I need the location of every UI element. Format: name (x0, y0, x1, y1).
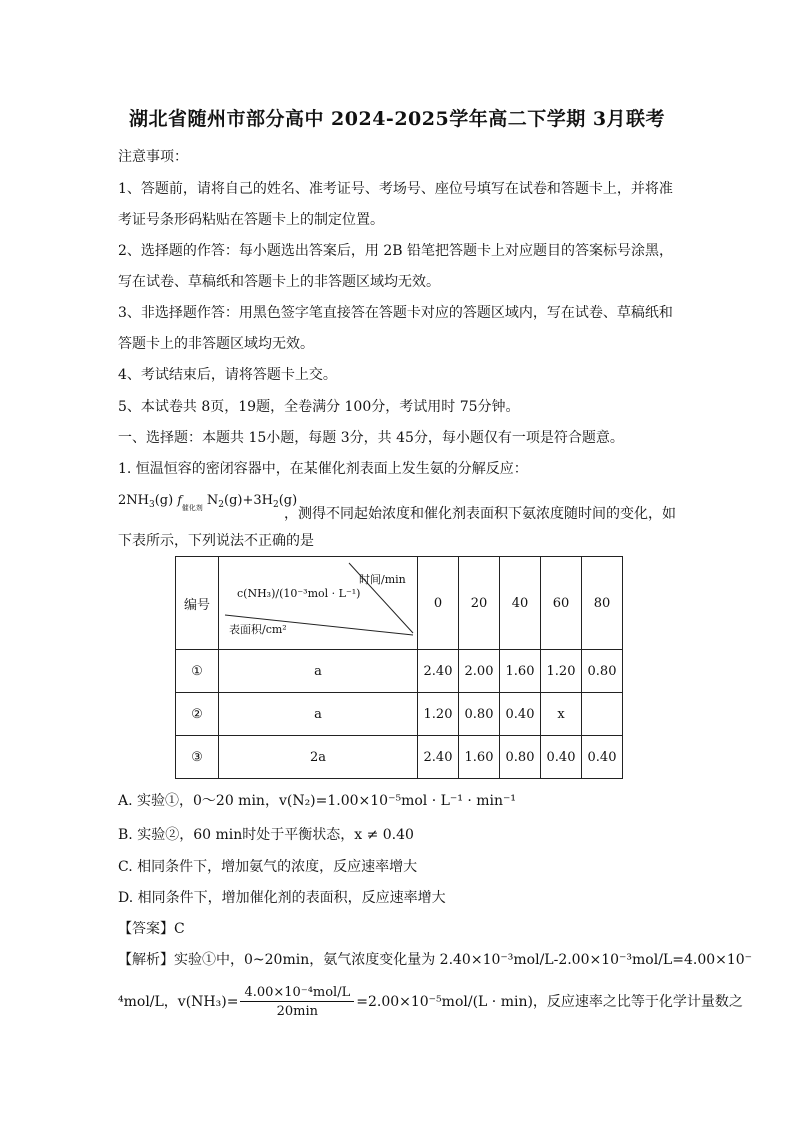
table-header-row (176, 557, 623, 650)
product-n-subscript: 2 (218, 500, 225, 510)
row-id: ③ (176, 736, 219, 779)
table-cell: 0.80 (500, 736, 541, 779)
table-cell: 0.80 (459, 693, 500, 736)
question-stem: 1. 恒温恒容的密闭容器中，在某催化剂表面上发生氨的分解反应： (118, 461, 528, 477)
analysis-rate-suffix: =2.00×10⁻⁵mol/(L · min)，反应速率之比等于化学计量数之 (356, 994, 743, 1010)
analysis-rate-prefix: ⁴mol/L，v(NH₃)= (118, 994, 239, 1010)
reactant-state: (g) (154, 493, 174, 508)
time-header: 60 (541, 557, 582, 650)
concentration-label: c(NH₃)/(10⁻³mol · L⁻¹) (237, 587, 361, 600)
note-1-line-2: 考证号条形码粘贴在答题卡上的制定位置。 (118, 212, 384, 228)
analysis-line-1: 【解析】实验①中，0~20min，氨气浓度变化量为 2.40×10⁻³mol/L-2.00×10⁻³mol/L=4.00×10⁻ (118, 952, 753, 968)
data-table (175, 556, 623, 779)
table-cell: 1.60 (500, 650, 541, 693)
notes-heading: 注意事项： (118, 149, 188, 165)
table-cell: 2.00 (459, 650, 500, 693)
time-header: 0 (418, 557, 459, 650)
table-cell: 0.80 (582, 650, 623, 693)
note-2-line-1: 2、选择题的作答：每小题选出答案后，用 2B 铅笔把答题卡上对应题目的答案标号涂黑， (118, 243, 674, 259)
table-cell: 2.40 (418, 736, 459, 779)
option-c: C. 相同条件下，增加氨气的浓度，反应速率增大 (118, 859, 418, 875)
note-1-line-1: 1、答题前，请将自己的姓名、准考证号、考场号、座位号填写在试卷和答题卡上，并将准 (118, 181, 673, 197)
note-2-line-2: 写在试卷、草稿纸和答题卡上的非答题区域均无效。 (118, 274, 440, 290)
row-id: ① (176, 650, 219, 693)
table-cell: 0.40 (541, 736, 582, 779)
row-area: a (219, 650, 418, 693)
table-cell: 1.20 (541, 650, 582, 693)
page-title: 湖北省随州市部分高中 2024-2025学年高二下学期 3月联考 (128, 108, 666, 130)
id-header: 编号 (176, 557, 219, 650)
section-heading: 一、选择题：本题共 15小题，每题 3分，共 45分，每小题仅有一项是符合题意。 (118, 430, 624, 446)
note-4: 4、考试结束后，请将答题卡上交。 (118, 367, 337, 383)
reactant: 2NH (118, 493, 149, 508)
surface-area-label: 表面积/cm² (229, 623, 287, 636)
table-row (176, 693, 623, 736)
product-h-subscript: 2 (273, 500, 279, 510)
table-cell (582, 693, 623, 736)
table-cell: x (541, 693, 582, 736)
option-b: B. 实验②，60 min时处于平衡状态，x ≠ 0.40 (118, 827, 414, 843)
reaction-equation (118, 493, 297, 510)
analysis-line-2 (118, 985, 743, 1019)
row-area: 2a (219, 736, 418, 779)
product-mid: (g)+3H (224, 493, 273, 508)
answer: 【答案】C (118, 921, 185, 937)
note-3-line-2: 答题卡上的非答题区域均无效。 (118, 336, 314, 352)
time-header: 20 (459, 557, 500, 650)
table-row (176, 650, 623, 693)
row-area: a (219, 693, 418, 736)
reactant-subscript: 3 (148, 500, 155, 510)
diagonal-header-cell (219, 557, 418, 650)
table-cell: 0.40 (500, 693, 541, 736)
option-d: D. 相同条件下，增加催化剂的表面积，反应速率增大 (118, 890, 446, 906)
table-cell: 1.20 (418, 693, 459, 736)
time-header: 80 (582, 557, 623, 650)
question-stem-3: 下表所示，下列说法不正确的是 (118, 533, 314, 549)
table-cell: 0.40 (582, 736, 623, 779)
time-axis-label: 时间/min (359, 573, 406, 586)
catalyst-label: 催化剂 (181, 504, 203, 512)
option-a: A. 实验①，0～20 min，v(N₂)=1.00×10⁻⁵mol · L⁻¹ · min⁻¹ (118, 793, 517, 809)
question-stem-2: ，测得不同起始浓度和催化剂表面积下氨浓度随时间的变化，如 (284, 506, 676, 522)
note-3-line-1: 3、非选择题作答：用黑色签字笔直接答在答题卡对应的答题区域内，写在试卷、草稿纸和 (118, 305, 673, 321)
rate-fraction (240, 985, 354, 1019)
table-cell: 2.40 (418, 650, 459, 693)
equilibrium-arrow: f (177, 493, 182, 507)
table-row (176, 736, 623, 779)
row-id: ② (176, 693, 219, 736)
fraction-numerator: 4.00×10⁻⁴mol/L (240, 985, 354, 1002)
time-header: 40 (500, 557, 541, 650)
product-state: (g) (278, 493, 298, 508)
note-5: 5、本试卷共 8页，19题，全卷满分 100分，考试用时 75分钟。 (118, 399, 520, 415)
product-n: N (206, 493, 219, 508)
table-cell: 1.60 (459, 736, 500, 779)
fraction-denominator: 20min (276, 1004, 319, 1019)
